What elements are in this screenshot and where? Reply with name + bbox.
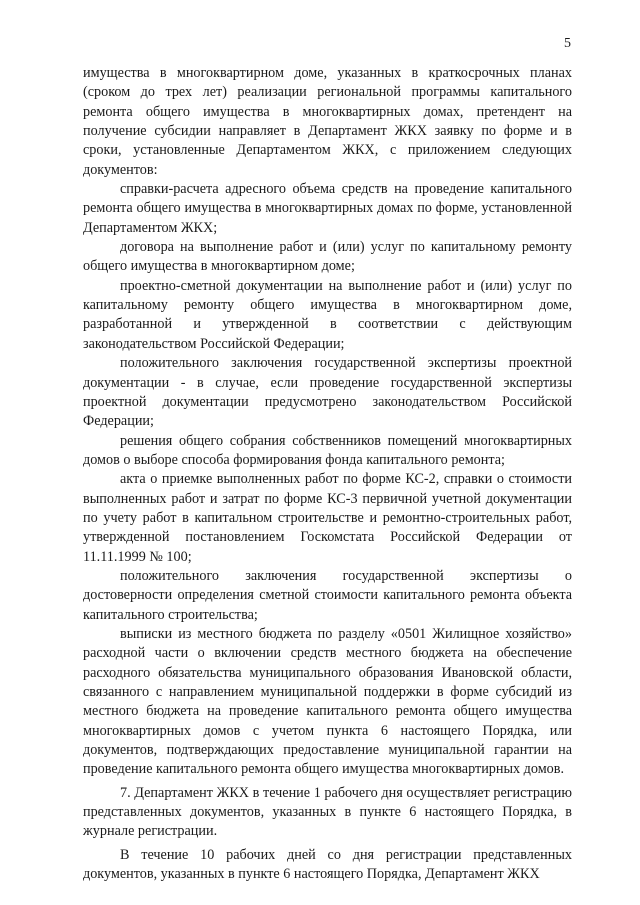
paragraph-continuation: имущества в многоквартирном доме, указанных в краткосрочных планах (сроком до трех лет) реализации региональной программы капитального ремонта общего имущества в многоквартирных домах, претендент на получение субсидии направляет в Департамент ЖКХ заявку по форме и в сроки, установленные Департаментом ЖКХ, с приложением следующих документов: <box>83 65 572 178</box>
list-item-design-documentation: проектно-сметной документации на выполнение работ и (или) услуг по капитальному ремонту общего имущества в многоквартирном доме, разработанной и утвержденной в соответствии с действующим законодательством Российской Федерации; <box>83 277 572 352</box>
list-item-calculation: справки-расчета адресного объема средств на проведение капитального ремонта общего имущества в многоквартирных домах по форме, установленной Департаментом ЖКХ; <box>83 181 572 236</box>
list-item-contract: договора на выполнение работ и (или) услуг по капитальному ремонту общего имущества в многоквартирном доме; <box>83 239 572 275</box>
list-item-expert-conclusion: положительного заключения государственной экспертизы проектной документации - в случае, если проведение государственной экспертизы проектной документации предусмотрено законодательством Российской Федерации; <box>83 355 572 430</box>
list-item-cost-conclusion: положительного заключения государственной экспертизы о достоверности определения сметной стоимости капитального ремонта объекта капитального строительства; <box>83 567 572 623</box>
paragraph-registration-term: В течение 10 рабочих дней со дня регистрации представленных документов, указанных в пункте 6 настоящего Порядка, Департамент ЖКХ <box>83 846 572 883</box>
list-item-budget-extract: выписки из местного бюджета по разделу «0501 Жилищное хозяйство» расходной части о включении средств местного бюджета на обеспечение расходного обязательства муниципального образования Ивановской области, связанного с направлением муниципальной поддержки в форме субсидий из местного бюджета на проведение капитального ремонта общего имущества многоквартирных домов с учетом пункта 6 настоящего Порядка, или документов, подтверждающих предоставление муниципальной гарантии на проведение капитального ремонта общего имущества многоквартирных домов. <box>83 625 572 778</box>
list-item-acceptance-act: акта о приемке выполненных работ по форме КС-2, справки о стоимости выполненных работ и затрат по форме КС-3 первичной учетной документации по учету работ в капитальном строительстве и ремонтно-строительных работ, утвержденной постановлением Госкомстата Российской Федерации от 11.11.1999 № 100; <box>83 471 572 565</box>
paragraph-clause-7: 7. Департамент ЖКХ в течение 1 рабочего дня осуществляет регистрацию представленных документов, указанных в пункте 6 настоящего Порядка, в журнале регистрации. <box>83 784 572 840</box>
page-number: 5 <box>564 36 571 51</box>
document-body <box>83 64 572 884</box>
list-item-owners-decision: решения общего собрания собственников помещений многоквартирных домов о выборе способа формирования фонда капитального ремонта; <box>83 432 572 468</box>
